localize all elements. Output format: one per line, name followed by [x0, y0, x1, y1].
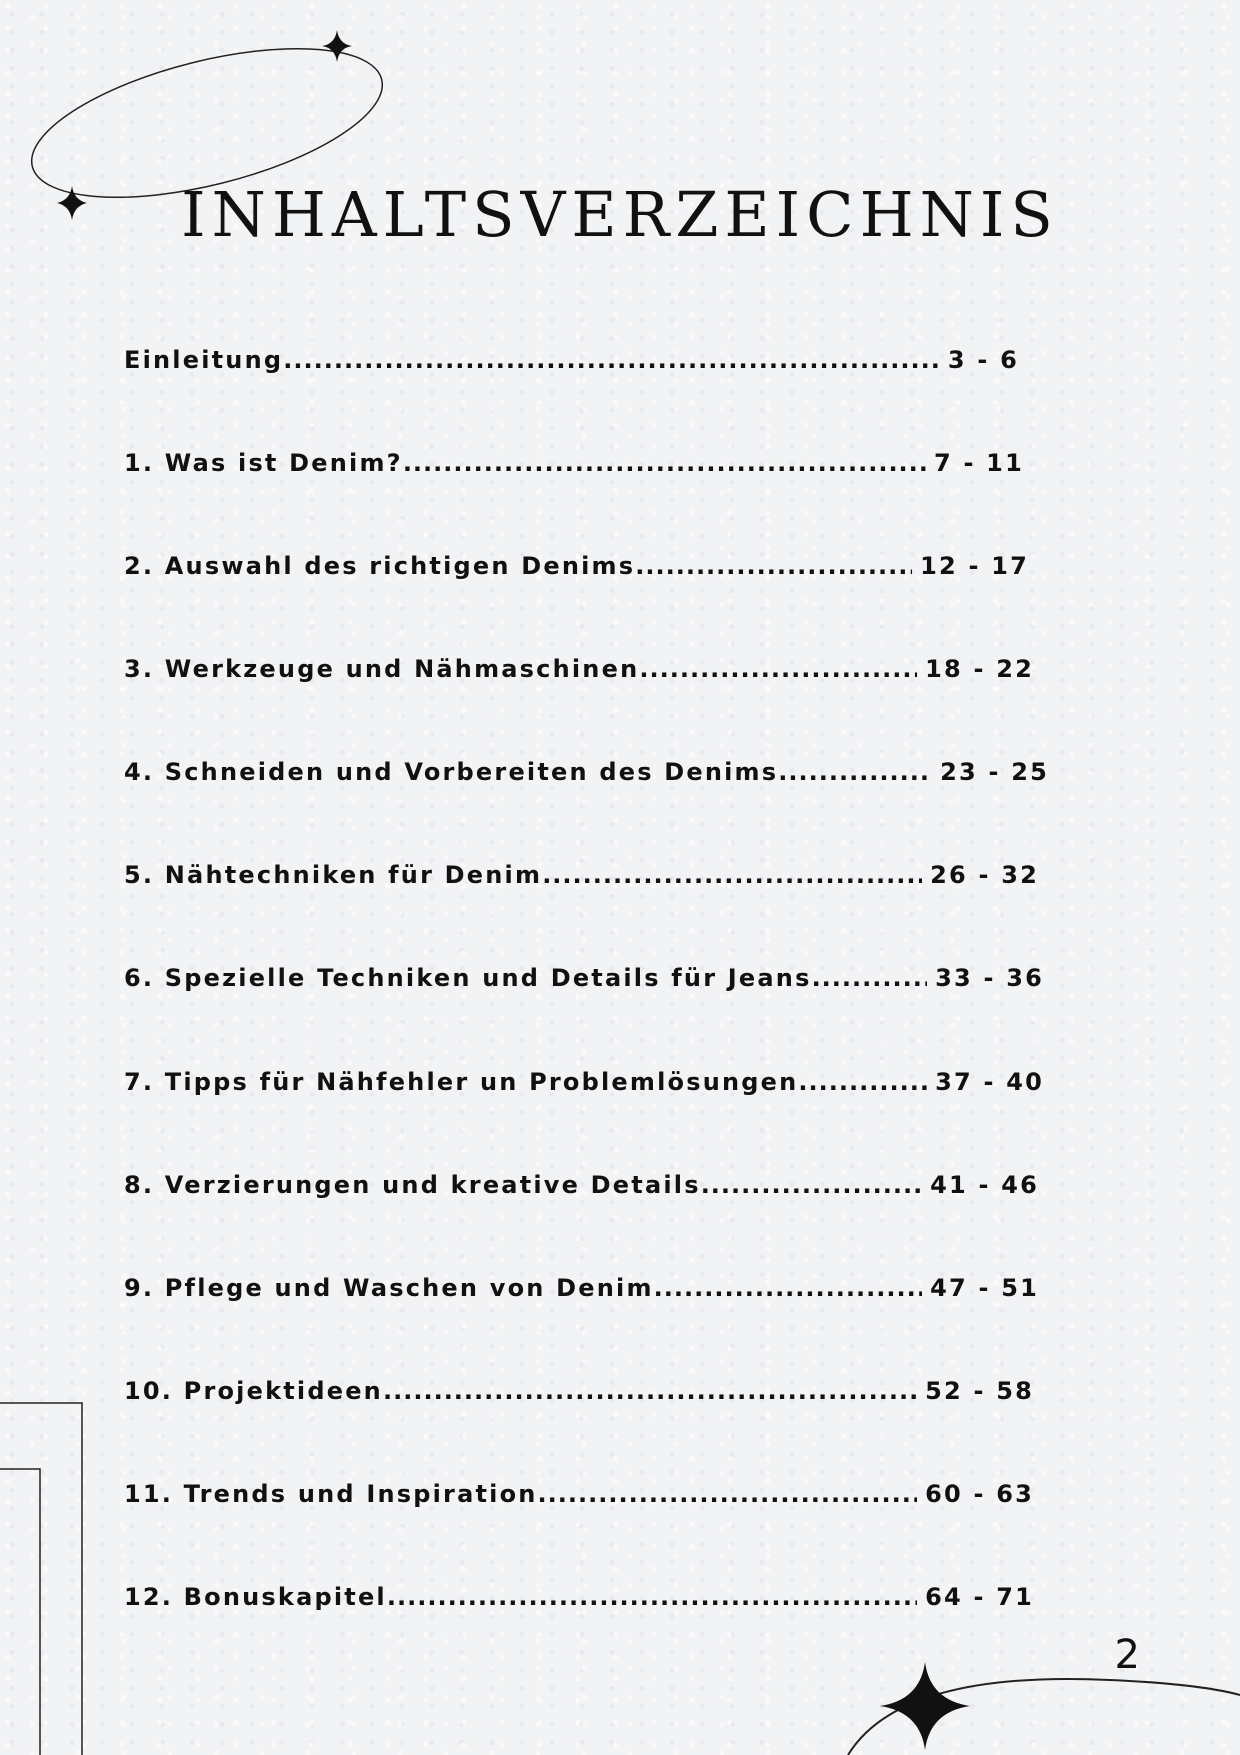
toc-leader-dots: [383, 1373, 917, 1409]
toc-entry: [124, 1579, 1034, 1615]
toc-entry-label: 12. Bonuskapitel: [124, 1583, 387, 1611]
toc-entry-pages: 60 - 63: [925, 1480, 1034, 1508]
toc-leader-dots: [635, 548, 912, 584]
toc-entry-pages: 7 - 11: [934, 449, 1024, 477]
orbit-arc-bottom: [848, 1679, 1240, 1755]
toc-entry-label: 10. Projektideen: [124, 1377, 383, 1405]
toc-entry: [124, 651, 1034, 687]
toc-entry: [124, 1167, 1039, 1203]
toc-entry-pages: 33 - 36: [935, 964, 1044, 992]
toc-leader-dots: [812, 960, 928, 996]
toc-entry-label: 1. Was ist Denim?: [124, 449, 403, 477]
toc-leader-dots: [283, 342, 940, 378]
sparkle-star-icon: [880, 1662, 970, 1750]
toc-entry: [124, 548, 1029, 584]
toc-entry-label: 4. Schneiden und Vorbereiten des Denims: [124, 758, 779, 786]
toc-entry-pages: 47 - 51: [930, 1274, 1039, 1302]
toc-entry-label: 6. Spezielle Techniken und Details für Jeans: [124, 964, 812, 992]
toc-leader-dots: [542, 857, 922, 893]
toc-entry-pages: 12 - 17: [920, 552, 1029, 580]
toc-entry: [124, 960, 1044, 996]
toc-entry-pages: 18 - 22: [925, 655, 1034, 683]
toc-entry: [124, 857, 1039, 893]
toc-entry-label: 11. Trends und Inspiration: [124, 1480, 538, 1508]
toc-entry: [124, 445, 1024, 481]
toc-entry-label: 7. Tipps für Nähfehler un Problemlösungen: [124, 1068, 799, 1096]
toc-entry-pages: 23 - 25: [940, 758, 1049, 786]
toc-entry: [124, 1373, 1034, 1409]
toc-leader-dots: [654, 1270, 922, 1306]
toc-entry-label: 3. Werkzeuge und Nähmaschinen: [124, 655, 640, 683]
toc-entry: [124, 1064, 1044, 1100]
corner-frame-lines: [0, 1469, 40, 1755]
sparkle-star-icon: [322, 30, 352, 62]
corner-frame-lines: [0, 1403, 82, 1755]
toc-leader-dots: [639, 651, 917, 687]
toc-entry-label: 8. Verzierungen und kreative Details: [124, 1171, 701, 1199]
toc-leader-dots: [403, 445, 926, 481]
page-number: 2: [1114, 1632, 1140, 1678]
toc-entry-pages: 3 - 6: [947, 346, 1019, 374]
toc-entry-label: 5. Nähtechniken für Denim: [124, 861, 543, 889]
toc-leader-dots: [798, 1064, 927, 1100]
toc-leader-dots: [701, 1167, 922, 1203]
toc-entry-pages: 52 - 58: [925, 1377, 1034, 1405]
toc-leader-dots: [538, 1476, 918, 1512]
toc-entry: [124, 1270, 1039, 1306]
toc-entry-label: Einleitung: [124, 346, 284, 374]
toc-entry-pages: 41 - 46: [930, 1171, 1039, 1199]
toc-entry: [124, 754, 1049, 790]
toc-entry-label: 2. Auswahl des richtigen Denims: [124, 552, 636, 580]
toc-leader-dots: [778, 754, 932, 790]
toc-entry-label: 9. Pflege und Waschen von Denim: [124, 1274, 654, 1302]
toc-entry-pages: 26 - 32: [930, 861, 1039, 889]
toc-entry: [124, 342, 1019, 378]
toc-entry-pages: 64 - 71: [925, 1583, 1034, 1611]
toc-entry: [124, 1476, 1034, 1512]
page-title: INHALTSVERZEICHNIS: [181, 178, 1059, 251]
toc-entry-pages: 37 - 40: [935, 1068, 1044, 1096]
toc-leader-dots: [387, 1579, 917, 1615]
